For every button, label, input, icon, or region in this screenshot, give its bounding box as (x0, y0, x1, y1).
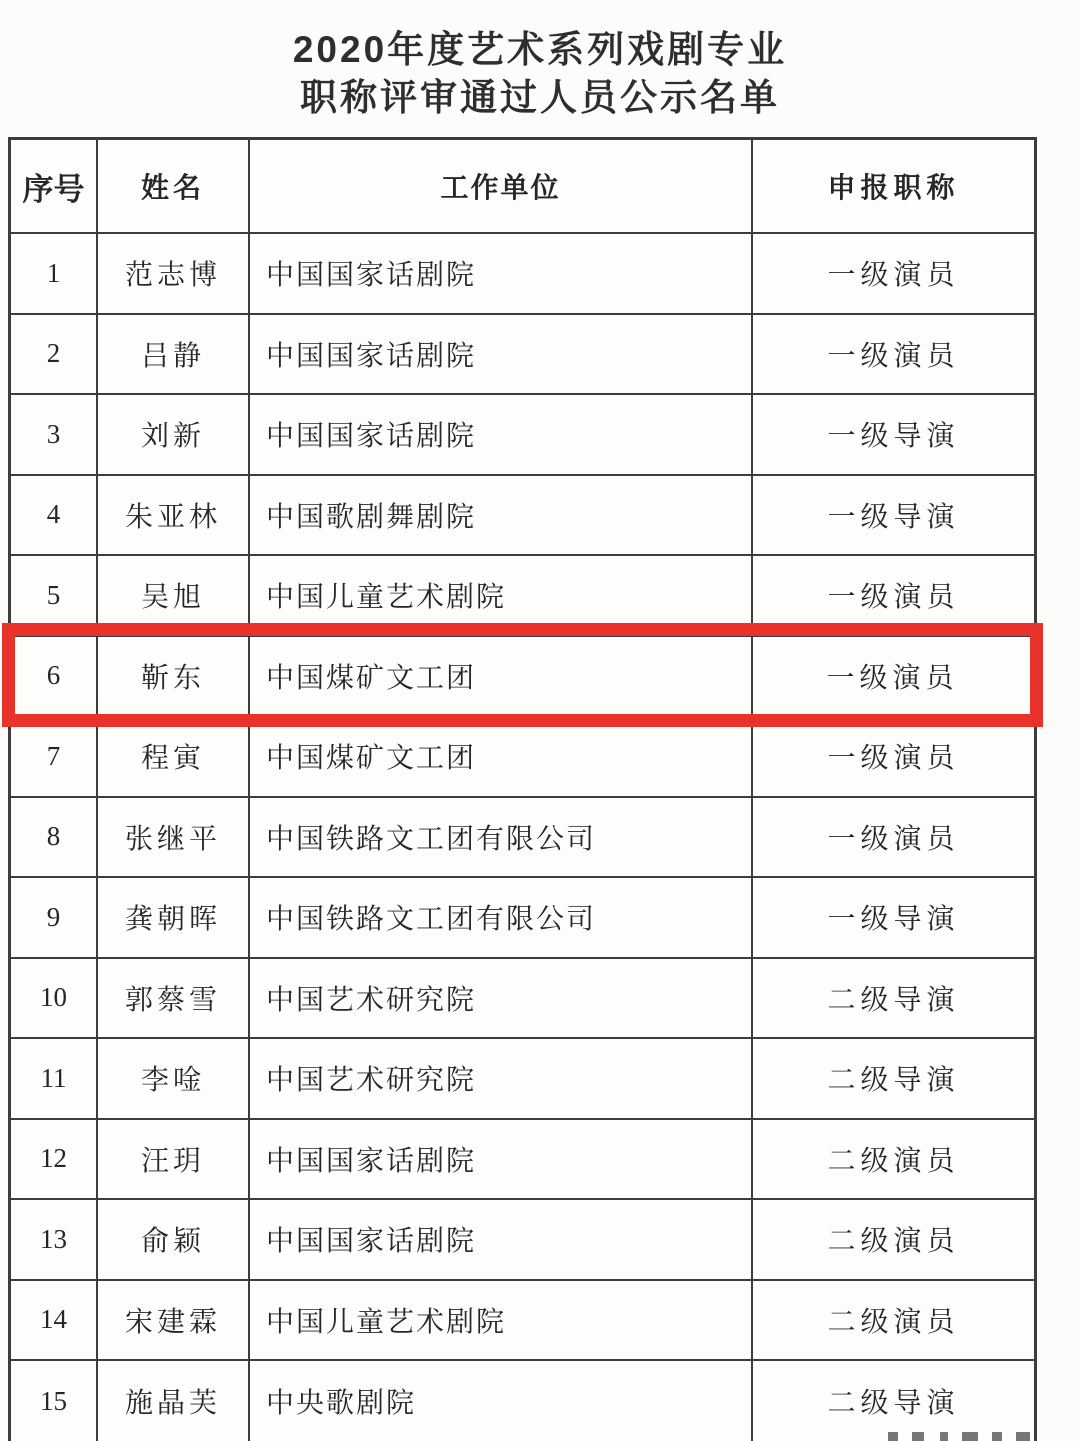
cell-unit: 中国艺术研究院 (250, 959, 753, 1038)
cell-unit: 中国国家话剧院 (250, 395, 753, 474)
cell-unit: 中国艺术研究院 (250, 1039, 753, 1118)
cell-no: 8 (11, 798, 98, 877)
cell-title: 一级演员 (827, 581, 960, 613)
cell-title: 一级演员 (827, 742, 960, 774)
cell-name: 宋建霖 (98, 1281, 250, 1360)
table-row (11, 1120, 1034, 1201)
cell-name: 靳东 (98, 637, 250, 716)
table-row (11, 1200, 1034, 1281)
cell-name: 朱亚林 (98, 476, 250, 555)
cell-unit: 中国儿童艺术剧院 (250, 1281, 753, 1360)
cell-unit: 中国儿童艺术剧院 (250, 556, 753, 635)
document-title-line2: 职称评审通过人员公示名单 (300, 77, 780, 118)
cell-title: 一级演员 (827, 339, 960, 371)
cell-no: 10 (11, 959, 98, 1038)
cell-unit: 中国煤矿文工团 (250, 717, 753, 796)
document-title (0, 0, 1080, 122)
cell-title: 二级导演 (827, 1387, 960, 1419)
table-row (11, 395, 1034, 476)
cell-no: 1 (11, 234, 98, 313)
table-row (11, 315, 1034, 396)
column-header-title: 申报职称 (827, 172, 960, 203)
cell-no: 2 (11, 315, 98, 394)
table-row (11, 959, 1034, 1040)
cell-no: 14 (11, 1281, 98, 1360)
document-title-line1: 2020年度艺术系列戏剧专业 (292, 29, 788, 70)
cell-name: 张继平 (98, 798, 250, 877)
table-rows (11, 234, 1034, 1441)
cell-name: 李唫 (98, 1039, 250, 1118)
cell-no: 7 (11, 717, 98, 796)
cell-title: 一级演员 (827, 259, 960, 291)
cell-title: 二级演员 (827, 1225, 960, 1257)
table-row (11, 556, 1034, 637)
cell-unit: 中国国家话剧院 (250, 1120, 753, 1199)
cell-title: 一级导演 (827, 420, 960, 452)
cell-no: 6 (11, 637, 98, 716)
cell-unit: 中国歌剧舞剧院 (250, 476, 753, 555)
table-row (11, 798, 1034, 879)
clipped-bottom-text-fragment (888, 1432, 1038, 1441)
cell-name: 龚朝晖 (98, 878, 250, 957)
cell-title: 一级演员 (753, 637, 1034, 716)
cell-unit: 中国铁路文工团有限公司 (250, 798, 753, 877)
table-row (11, 637, 1034, 718)
cell-unit: 中国国家话剧院 (250, 234, 753, 313)
cell-unit: 中国国家话剧院 (250, 315, 753, 394)
cell-no: 4 (11, 476, 98, 555)
cell-no: 13 (11, 1200, 98, 1279)
title-review-table (8, 137, 1037, 1441)
cell-no: 11 (11, 1039, 98, 1118)
table-row (11, 717, 1034, 798)
table-row (11, 1039, 1034, 1120)
cell-title: 一级导演 (827, 500, 960, 532)
column-header-no: 序号 (11, 140, 98, 232)
column-header-unit: 工作单位 (250, 140, 753, 232)
table-row (11, 1281, 1034, 1362)
cell-no: 9 (11, 878, 98, 957)
cell-unit: 中国煤矿文工团 (250, 637, 753, 716)
cell-title: 二级导演 (827, 983, 960, 1015)
cell-title: 一级导演 (827, 903, 960, 935)
column-header-name: 姓名 (98, 140, 250, 232)
cell-unit: 中国国家话剧院 (250, 1200, 753, 1279)
cell-no: 12 (11, 1120, 98, 1199)
cell-unit: 中央歌剧院 (250, 1361, 753, 1441)
cell-no: 15 (11, 1361, 98, 1441)
cell-name: 俞颖 (98, 1200, 250, 1279)
table-row (11, 476, 1034, 557)
cell-name: 汪玥 (98, 1120, 250, 1199)
cell-title: 二级演员 (827, 1305, 960, 1337)
cell-name: 吕静 (98, 315, 250, 394)
cell-title: 二级演员 (827, 1144, 960, 1176)
table-row (11, 878, 1034, 959)
table-row (11, 234, 1034, 315)
table-row (11, 1361, 1034, 1441)
cell-unit: 中国铁路文工团有限公司 (250, 878, 753, 957)
cell-no: 3 (11, 395, 98, 474)
cell-name: 刘新 (98, 395, 250, 474)
table-header-row (11, 140, 1034, 234)
cell-name: 范志博 (98, 234, 250, 313)
cell-name: 郭蔡雪 (98, 959, 250, 1038)
cell-name: 程寅 (98, 717, 250, 796)
cell-title: 二级导演 (827, 1064, 960, 1096)
cell-no: 5 (11, 556, 98, 635)
cell-name: 施晶芙 (98, 1361, 250, 1441)
cell-title: 一级演员 (827, 822, 960, 854)
cell-name: 吴旭 (98, 556, 250, 635)
